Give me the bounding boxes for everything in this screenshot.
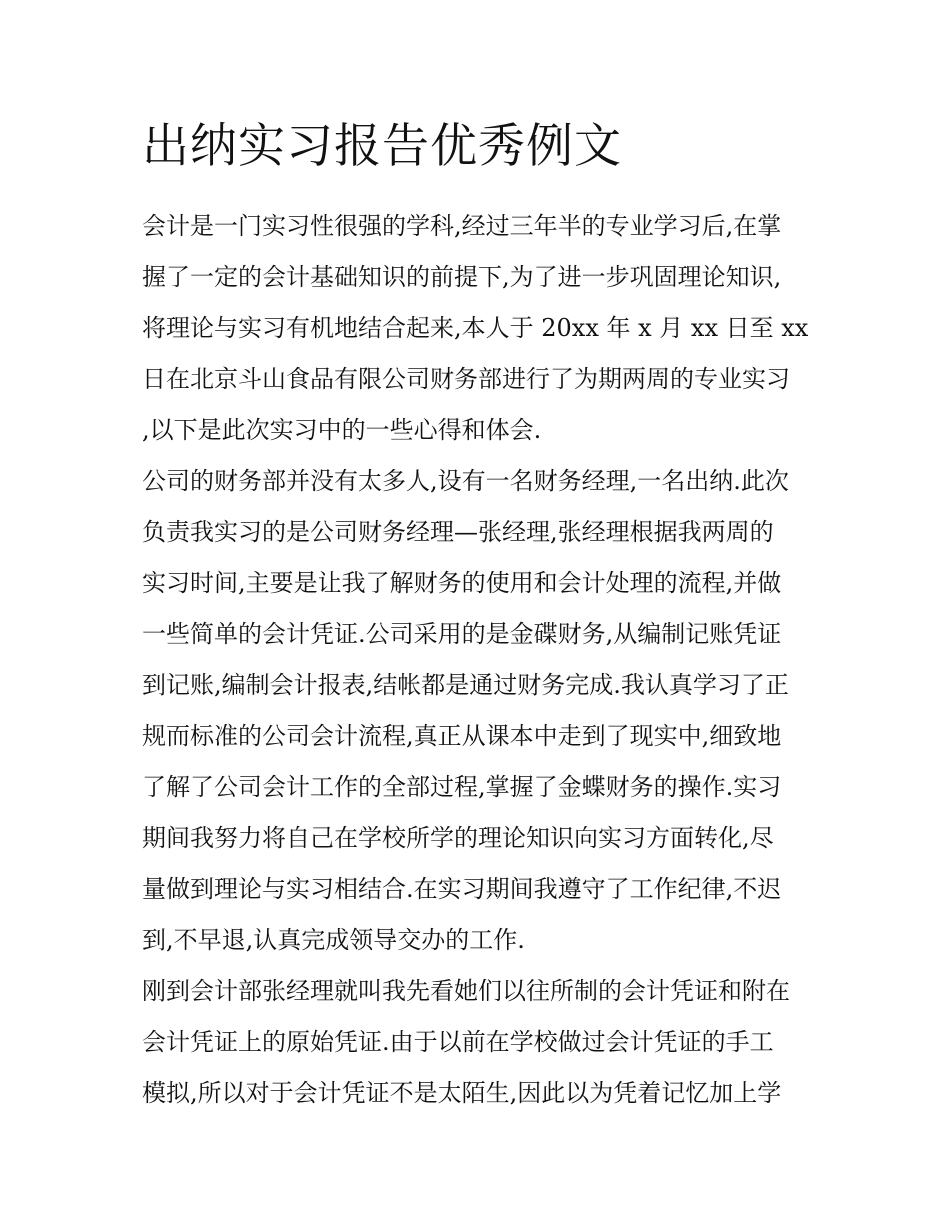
body-line: 了解了公司会计工作的全部过程,掌握了金蝶财务的操作.实习 bbox=[142, 773, 782, 801]
body-line: 公司的财务部并没有太多人,设有一名财务经理,一名出纳.此次 bbox=[142, 467, 789, 495]
body-line: 负责我实习的是公司财务经理—张经理,张经理根据我两周的 bbox=[142, 518, 774, 546]
body-line: 模拟,所以对于会计凭证不是太陌生,因此以为凭着记忆加上学 bbox=[142, 1079, 782, 1107]
body-line: ,以下是此次实习中的一些心得和体会. bbox=[142, 416, 542, 444]
body-line: 规而标准的公司会计流程,真正从课本中走到了现实中,细致地 bbox=[142, 722, 782, 750]
body-line: 期间我努力将自己在学校所学的理论知识向实习方面转化,尽 bbox=[142, 824, 774, 852]
body-line: 量做到理论与实习相结合.在实习期间我遵守了工作纪律,不迟 bbox=[142, 875, 782, 903]
body-line: 一些简单的会计凭证.公司采用的是金碟财务,从编制记账凭证 bbox=[142, 620, 782, 648]
body-line: 日在北京斗山食品有限公司财务部进行了为期两周的专业实习 bbox=[142, 365, 790, 393]
document-body bbox=[142, 201, 822, 1119]
body-line: 到记账,编制会计报表,结帐都是通过财务完成.我认真学习了正 bbox=[142, 671, 789, 699]
body-line: 会计是一门实习性很强的学科,经过三年半的专业学习后,在掌 bbox=[142, 212, 782, 240]
body-line: 会计凭证上的原始凭证.由于以前在学校做过会计凭证的手工 bbox=[142, 1028, 774, 1056]
body-line: 实习时间,主要是让我了解财务的使用和会计处理的流程,并做 bbox=[142, 569, 782, 597]
body-line: 到,不早退,认真完成领导交办的工作. bbox=[142, 926, 525, 954]
body-line: 握了一定的会计基础知识的前提下,为了进一步巩固理论知识, bbox=[142, 263, 782, 291]
document-title: 出纳实习报告优秀例文 bbox=[142, 119, 622, 174]
body-line: 刚到会计部张经理就叫我先看她们以往所制的会计凭证和附在 bbox=[142, 977, 790, 1005]
body-line: 将理论与实习有机地结合起来,本人于 20xx 年 x 月 xx 日至 xx bbox=[142, 314, 809, 342]
